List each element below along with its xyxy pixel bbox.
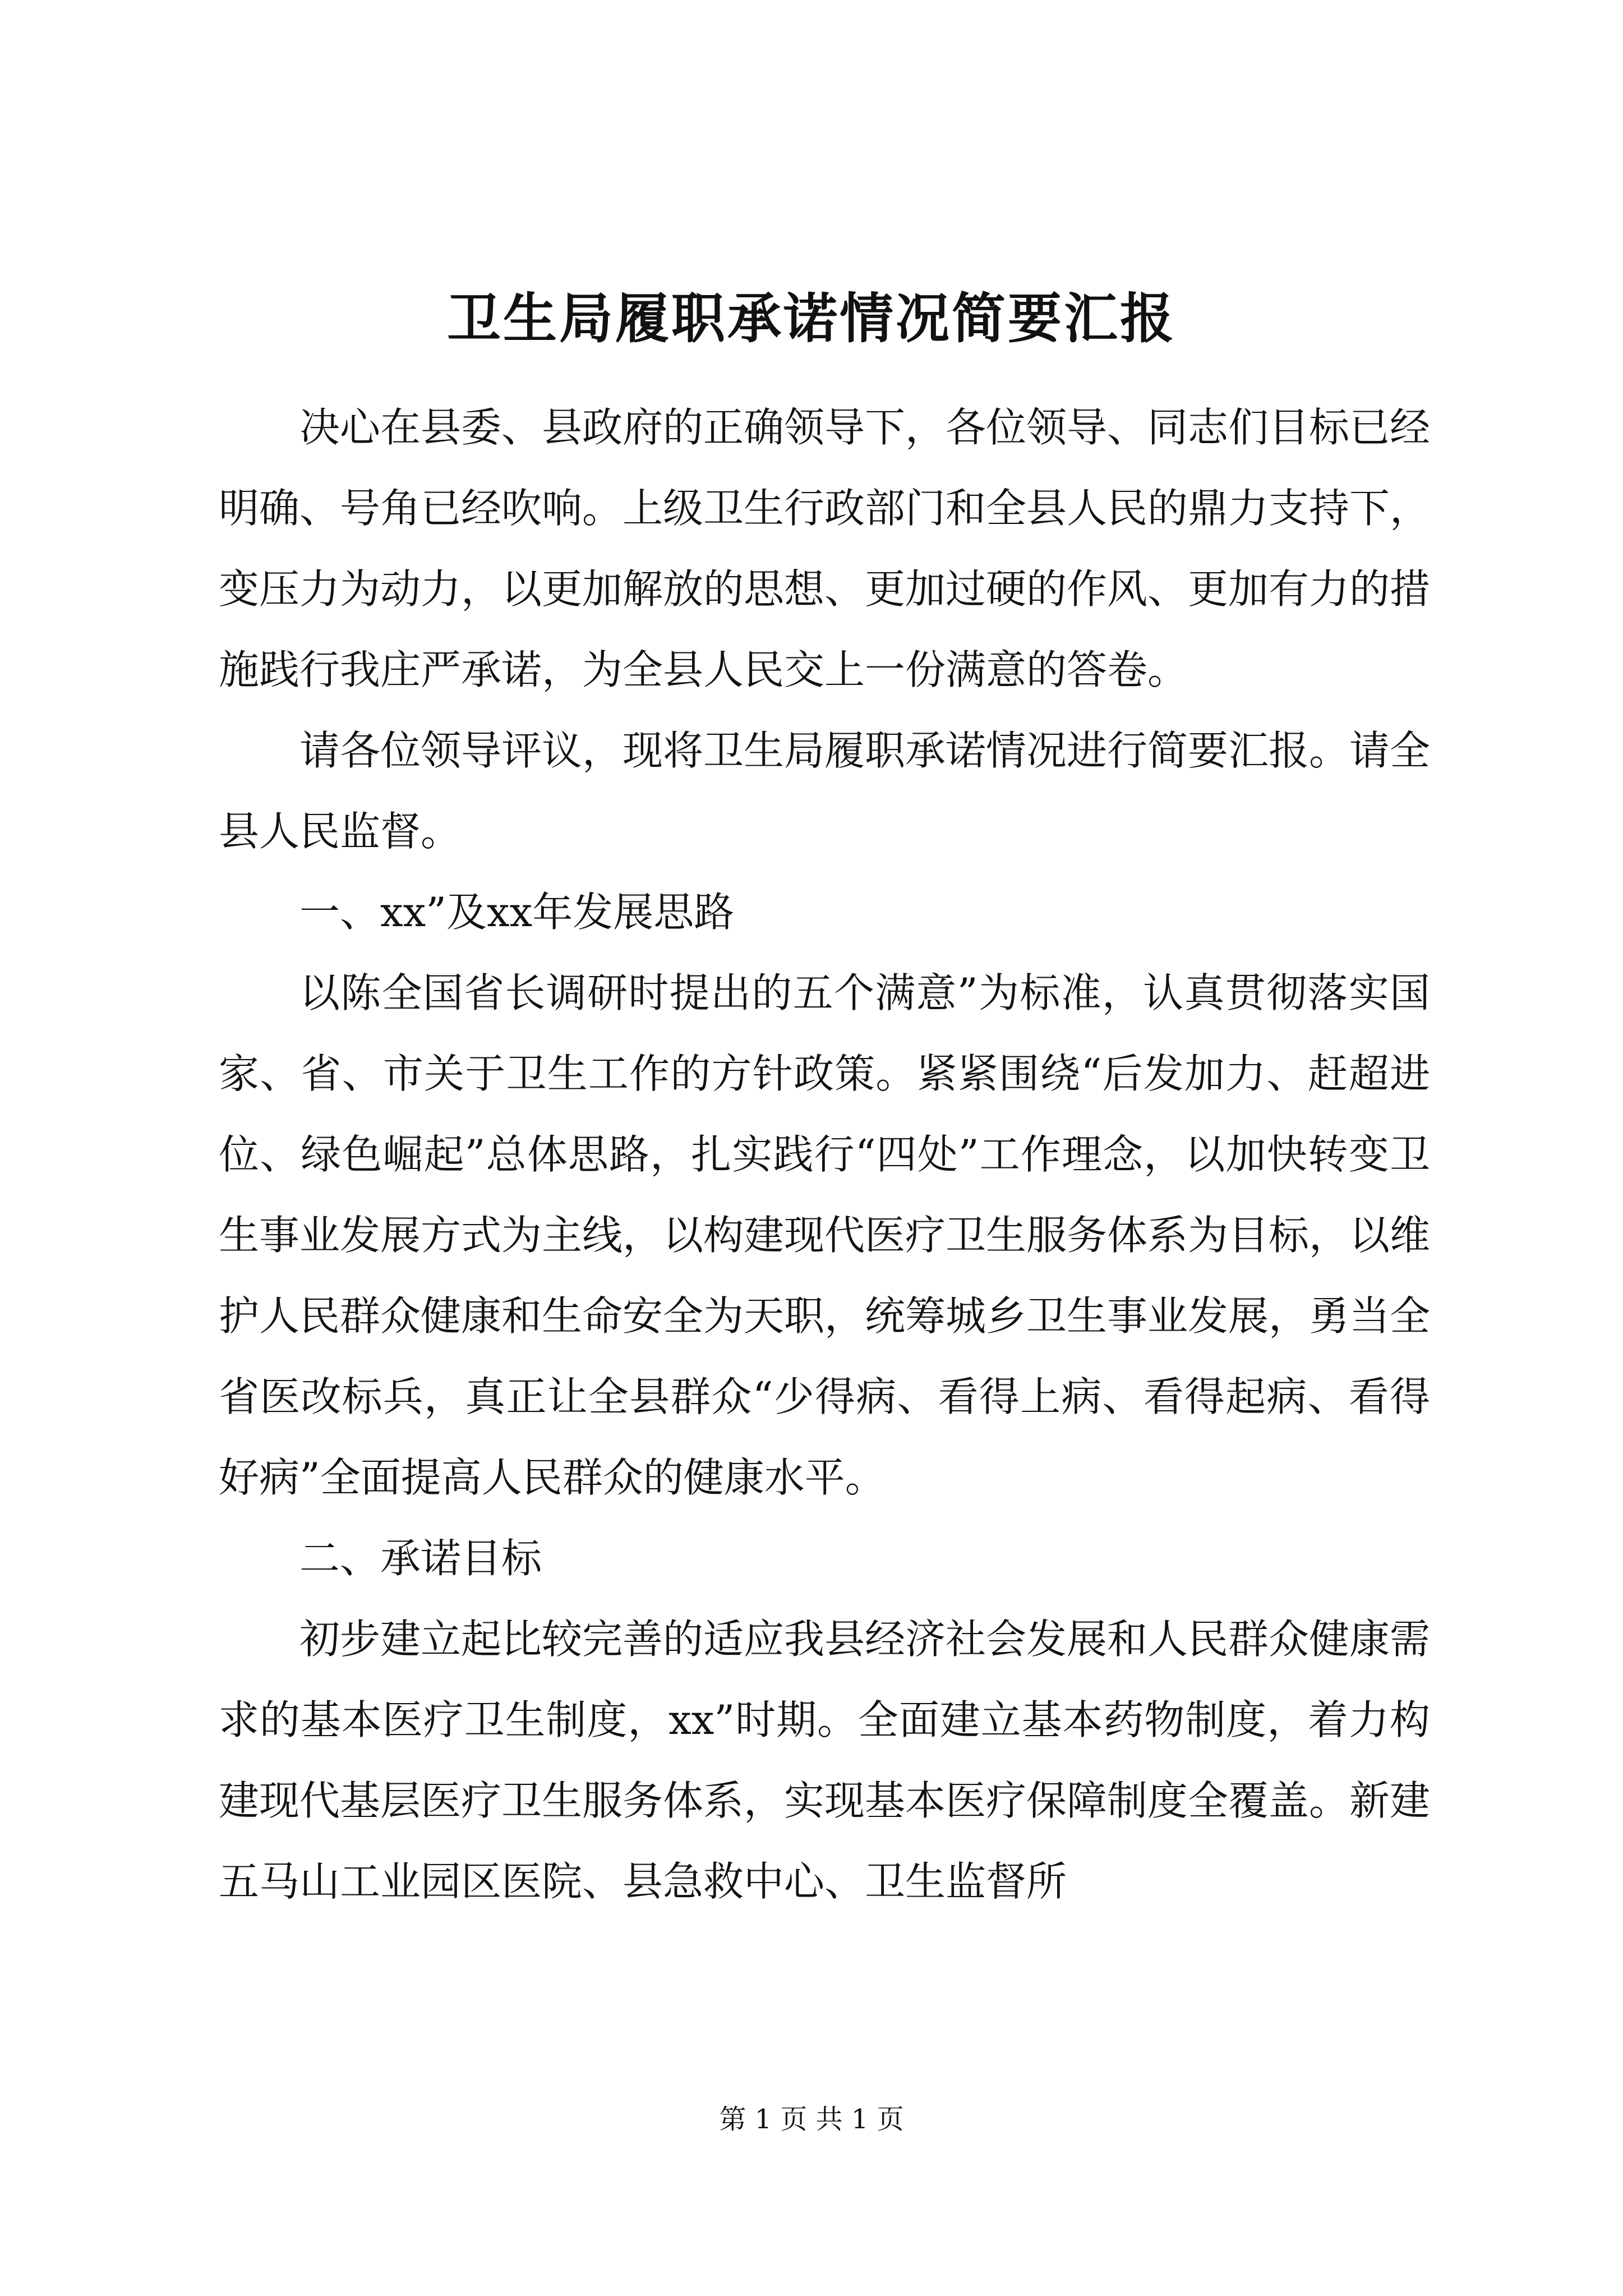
page-footer: 第 1 页 共 1 页	[719, 2104, 904, 2135]
section-heading-2: 二、承诺目标	[299, 1535, 542, 1582]
document-body	[219, 387, 1430, 1922]
section-heading-1: 一、xx”及xx年发展思路	[299, 889, 735, 936]
paragraph-commitment-goals: 初步建立起比较完善的适应我县经济社会发展和人民群众健康需求的基本医疗卫生制度，xx”时期。全面建立基本药物制度，着力构建现代基层医疗卫生服务体系，实现基本医疗保障制度全覆盖。新建五马山工业园区医院、县急救中心、卫生监督所	[219, 1616, 1431, 1905]
paragraph-development-approach: 以陈全国省长调研时提出的五个满意”为标准，认真贯彻落实国家、省、市关于卫生工作的方针政策。紧紧围绕“后发加力、赶超进位、绿色崛起”总体思路，扎实践行“四处”工作理念，以加快转变卫生事业发展方式为主线，以构建现代医疗卫生服务体系为目标，以维护人民群众健康和生命安全为天职，统筹城乡卫生事业发展，勇当全省医改标兵，真正让全县群众“少得病、看得上病、看得起病、看得好病”全面提高人民群众的健康水平。	[219, 969, 1431, 1501]
document-title: 卫生局履职承诺情况简要汇报	[447, 287, 1176, 350]
paragraph-request: 请各位领导评议，现将卫生局履职承诺情况进行简要汇报。请全县人民监督。	[219, 727, 1431, 855]
paragraph-intro: 决心在县委、县政府的正确领导下，各位领导、同志们目标已经明确、号角已经吹响。上级卫生行政部门和全县人民的鼎力支持下，变压力为动力，以更加解放的思想、更加过硬的作风、更加有力的措施践行我庄严承诺，为全县人民交上一份满意的答卷。	[219, 404, 1431, 693]
